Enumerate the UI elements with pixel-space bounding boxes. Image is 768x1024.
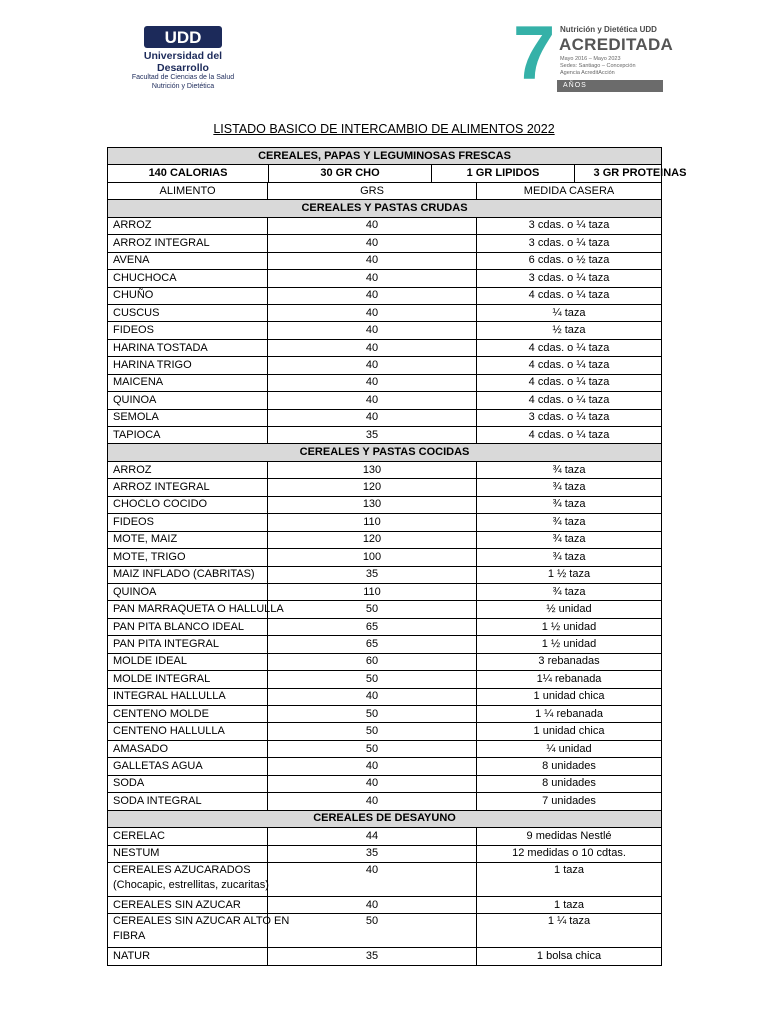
nutrient-row [108,165,662,182]
table-row [108,566,662,583]
measure-cell: 1 taza [477,896,662,913]
food-cell [108,671,268,688]
table-row [108,496,662,513]
table-row [108,775,662,792]
accreditation-years-label: AÑOS [557,80,663,92]
grams-cell: 130 [268,461,477,478]
grams-cell: 50 [268,723,477,740]
food-name: CEREALES SIN AZUCAR [113,898,241,911]
table-row [108,706,662,723]
measure-cell: 1 ¼ taza [477,914,662,948]
table-row [108,287,662,304]
table-row [108,392,662,409]
grams-cell: 40 [268,252,477,269]
food-cell [108,461,268,478]
food-name: FIDEOS [113,324,154,337]
food-cell [108,793,268,810]
food-name: INTEGRAL HALLULLA [113,690,226,703]
nutrient-cell-wrapper [108,165,687,182]
food-cell [108,914,290,948]
udd-logo-icon [144,26,222,48]
measure-cell: ¾ taza [477,479,662,496]
food-cell [108,357,268,374]
measure-cell: 3 cdas. o ¼ taza [477,217,662,234]
table-row [108,688,662,705]
food-cell [108,636,268,653]
food-cell [108,845,268,862]
udd-logo [118,26,248,91]
grams-cell: 50 [268,671,477,688]
food-cell [108,688,268,705]
measure-cell: 7 unidades [477,793,662,810]
measure-cell: 1 ½ unidad [477,618,662,635]
grams-cell: 40 [268,322,477,339]
grams-cell: 50 [268,601,477,618]
grams-cell: 40 [268,896,477,913]
measure-cell: 9 medidas Nestlé [477,828,662,845]
measure-cell: ¼ taza [477,304,662,321]
nutrient-2: 1 GR LIPIDOS [432,165,575,181]
grams-cell: 50 [268,740,477,757]
grams-cell: 40 [268,235,477,252]
measure-cell: ½ unidad [477,601,662,618]
measure-cell: ¾ taza [477,514,662,531]
food-cell [108,392,268,409]
nutrient-table [108,165,705,181]
measure-cell: 8 unidades [477,775,662,792]
grams-cell: 40 [268,688,477,705]
grams-cell: 40 [268,392,477,409]
table-row [108,653,662,670]
measure-cell: ¾ taza [477,461,662,478]
measure-cell: 4 cdas. o ¼ taza [477,392,662,409]
food-name: MAIZ INFLADO (CABRITAS) [113,568,255,581]
food-cell [108,252,268,269]
measure-cell: ¾ taza [477,531,662,548]
measure-cell: 4 cdas. o ¼ taza [477,374,662,391]
food-name: QUINOA [113,585,157,598]
measure-cell: 3 rebanadas [477,653,662,670]
table-row [108,671,662,688]
food-cell [108,409,268,426]
grams-cell: 130 [268,496,477,513]
food-name-extra: (Chocapic, estrellitas, zucaritas) [113,878,269,891]
measure-cell: 6 cdas. o ½ taza [477,252,662,269]
measure-cell: 1 taza [477,862,662,896]
food-name: SODA INTEGRAL [113,794,202,807]
food-cell [108,566,268,583]
table-row [108,618,662,635]
university-name: Universidad del Desarrollo [143,50,223,74]
table-row [108,479,662,496]
table-row [108,793,662,810]
grams-cell: 40 [268,793,477,810]
measure-cell: ¾ taza [477,496,662,513]
food-cell [108,601,284,618]
food-name: HARINA TRIGO [113,358,192,371]
food-cell [108,862,268,896]
measure-cell: ¼ unidad [477,740,662,757]
accreditation-years-number: 7 [513,11,556,96]
section-header-row [108,444,662,461]
measure-cell: 12 medidas o 10 cdtas. [477,845,662,862]
food-name: ARROZ INTEGRAL [113,481,210,494]
grams-cell: 40 [268,758,477,775]
table-row [108,862,662,896]
accreditation-dates: Mayo 2016 – Mayo 2023 [560,56,621,62]
table-row [108,740,662,757]
food-name: AMASADO [113,742,169,755]
food-name: ARROZ [113,219,152,232]
grams-cell: 50 [268,706,477,723]
grams-cell: 35 [268,948,477,965]
measure-cell: 1 ½ unidad [477,636,662,653]
measure-cell: 1 ½ taza [477,566,662,583]
table-row [108,601,662,618]
table-row [108,357,662,374]
measure-cell: 8 unidades [477,758,662,775]
grams-cell: 40 [268,287,477,304]
section-title: CEREALES Y PASTAS CRUDAS [108,200,662,217]
measure-cell: 1¼ rebanada [477,671,662,688]
grams-cell: 110 [268,583,477,600]
measure-cell: ½ taza [477,322,662,339]
accreditation-badge [513,11,674,96]
grams-cell: 65 [268,636,477,653]
food-cell [108,514,268,531]
food-cell [108,270,268,287]
food-name: ARROZ [113,463,152,476]
measure-cell: 3 cdas. o ¼ taza [477,270,662,287]
measure-cell: 1 unidad chica [477,688,662,705]
accreditation-agency: Agencia AcreditAcción [560,70,615,76]
grams-cell: 40 [268,862,477,896]
section-header-row [108,810,662,827]
grams-cell: 35 [268,845,477,862]
food-name: MOTE, TRIGO [113,550,186,563]
food-name: HARINA TOSTADA [113,341,208,354]
table-row [108,549,662,566]
table-body [108,148,687,966]
grams-cell: 40 [268,270,477,287]
food-name: CHUCHOCA [113,271,177,284]
measure-cell: ¾ taza [477,583,662,600]
table-row [108,304,662,321]
measure-cell: 4 cdas. o ¼ taza [477,339,662,356]
food-cell [108,828,268,845]
section-title: CEREALES Y PASTAS COCIDAS [108,444,662,461]
measure-cell: 1 unidad chica [477,723,662,740]
food-cell [108,374,268,391]
grams-column-header: GRS [268,182,477,199]
grams-cell: 120 [268,479,477,496]
food-name: SEMOLA [113,411,159,424]
grams-cell: 100 [268,549,477,566]
table-row [108,636,662,653]
grams-cell: 40 [268,775,477,792]
nutrient-inner-row [108,165,705,181]
grams-cell: 40 [268,374,477,391]
table-row [108,427,662,444]
food-cell [108,706,268,723]
table-row [108,217,662,234]
food-cell [108,217,268,234]
food-cell [108,496,268,513]
grams-cell: 110 [268,514,477,531]
food-cell [108,758,268,775]
table-row [108,758,662,775]
food-name: PAN PITA BLANCO IDEAL [113,620,245,633]
food-cell [108,322,268,339]
grams-cell: 40 [268,304,477,321]
table-row [108,252,662,269]
food-name: TAPIOCA [113,428,161,441]
food-name: CEREALES AZUCARADOS [113,863,251,876]
group-header: CEREALES, PAPAS Y LEGUMINOSAS FRESCAS [108,148,662,165]
table-row [108,339,662,356]
table-row [108,583,662,600]
table-row [108,948,662,965]
food-name: GALLETAS AGUA [113,760,203,773]
table-row [108,270,662,287]
measure-cell: 3 cdas. o ¼ taza [477,235,662,252]
accreditation-locations: Sedes: Santiago – Concepción [560,63,636,69]
grams-cell: 35 [268,427,477,444]
measure-cell: 4 cdas. o ¼ taza [477,357,662,374]
food-column-header: ALIMENTO [108,182,268,199]
grams-cell: 50 [268,914,477,948]
measure-cell: ¾ taza [477,549,662,566]
food-name: QUINOA [113,393,157,406]
food-name: MOLDE IDEAL [113,655,187,668]
food-cell [108,287,268,304]
document-title: LISTADO BASICO DE INTERCAMBIO DE ALIMENTOS 2022 [213,122,555,136]
table-row [108,374,662,391]
column-header-row [108,182,662,199]
food-name: NATUR [113,950,151,963]
food-name: MAICENA [113,376,164,389]
food-name: MOLDE INTEGRAL [113,672,211,685]
food-cell [108,549,268,566]
food-name: CEREALES SIN AZUCAR ALTO EN [113,915,290,928]
grams-cell: 44 [268,828,477,845]
table-row [108,896,662,913]
food-name: NESTUM [113,847,160,860]
food-name: FIDEOS [113,515,154,528]
food-name: MOTE, MAIZ [113,533,178,546]
grams-cell: 60 [268,653,477,670]
food-cell [108,235,268,252]
food-cell [108,653,268,670]
table-row [108,235,662,252]
section-header-row [108,200,662,217]
grams-cell: 35 [268,566,477,583]
nutrient-1: 30 GR CHO [269,165,432,181]
food-name: PAN PITA INTEGRAL [113,637,219,650]
food-name: CENTENO MOLDE [113,707,209,720]
food-name: CUSCUS [113,306,160,319]
udd-mark-text: UDD [164,28,202,47]
measure-cell: 4 cdas. o ¼ taza [477,287,662,304]
measure-cell: 1 ¼ rebanada [477,706,662,723]
food-name: CHUÑO [113,289,154,302]
accreditation-program: Nutrición y Dietética UDD [560,25,657,34]
table-row [108,845,662,862]
food-cell [108,531,268,548]
food-name: PAN MARRAQUETA O HALLULLA [113,603,284,616]
food-name: SODA [113,777,145,790]
table-row [108,828,662,845]
food-name: CHOCLO COCIDO [113,498,208,511]
food-name: CERELAC [113,829,165,842]
measure-column-header: MEDIDA CASERA [477,182,662,199]
grams-cell: 40 [268,217,477,234]
nutrient-3: 3 GR PROTEINAS [575,165,706,181]
food-name: CENTENO HALLULLA [113,725,225,738]
table-row [108,514,662,531]
group-header-row [108,148,662,165]
food-cell [108,427,268,444]
measure-cell: 1 bolsa chica [477,948,662,965]
food-cell [108,775,268,792]
table-row [108,914,662,948]
food-cell [108,948,268,965]
grams-cell: 65 [268,618,477,635]
grams-cell: 40 [268,357,477,374]
measure-cell: 3 cdas. o ¼ taza [477,409,662,426]
food-name: ARROZ INTEGRAL [113,236,210,249]
accreditation-status: ACREDITADA [559,35,674,54]
food-cell [108,618,268,635]
measure-cell: 4 cdas. o ¼ taza [477,427,662,444]
food-cell [108,339,268,356]
food-name: AVENA [113,254,150,267]
grams-cell: 120 [268,531,477,548]
food-cell [108,723,268,740]
food-cell [108,740,268,757]
food-cell [108,583,268,600]
faculty-name: Facultad de Ciencias de la Salud [131,74,235,81]
table-row [108,531,662,548]
table-row [108,461,662,478]
food-exchange-table [107,147,687,966]
food-cell [108,304,268,321]
table-row [108,409,662,426]
program-name: Nutrición y Dietética [151,82,215,90]
food-cell [108,479,268,496]
nutrient-0: 140 CALORIAS [108,165,269,181]
grams-cell: 40 [268,409,477,426]
table-row [108,723,662,740]
grams-cell: 40 [268,339,477,356]
section-title: CEREALES DE DESAYUNO [108,810,662,827]
table-row [108,322,662,339]
food-cell [108,896,268,913]
food-name-extra: FIBRA [113,930,146,943]
